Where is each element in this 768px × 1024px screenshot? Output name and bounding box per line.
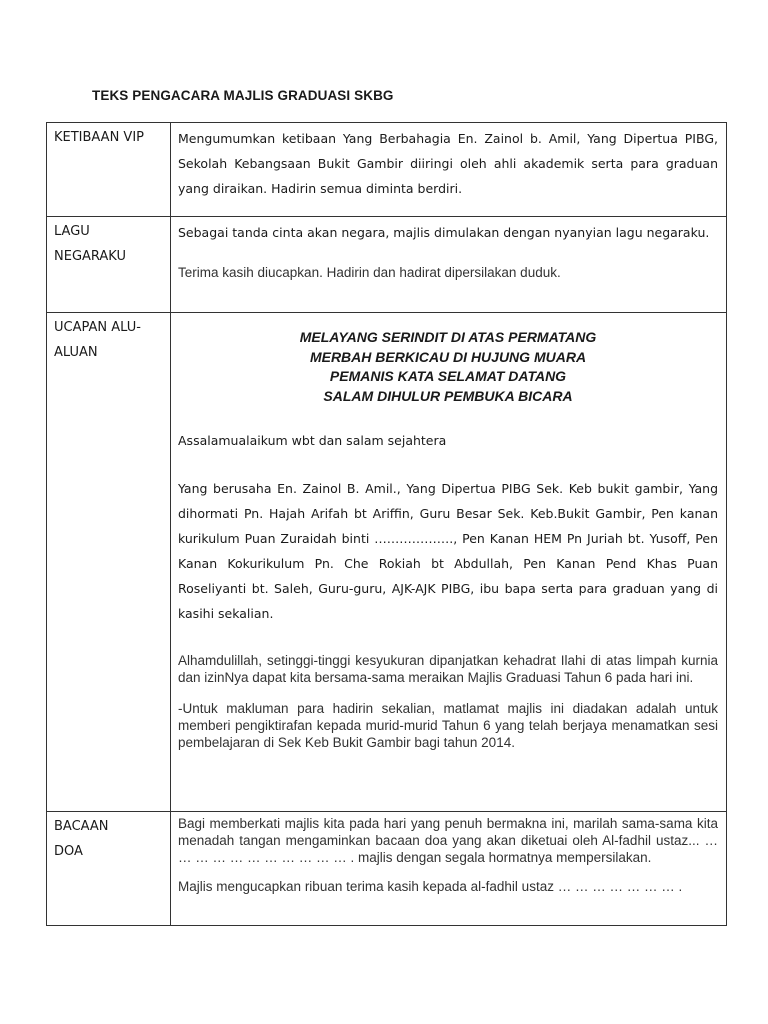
row-label: [47, 313, 171, 812]
row-content: [171, 217, 727, 313]
table-row-ketibaan-vip: [47, 123, 727, 217]
doa-paragraph: Bagi memberkati majlis kita pada hari yang penuh bermakna ini, marilah sama-sama kita menadah tangan mengaminkan bacaan doa yang akan diketuai oleh Al-fadhil ustaz... … … … … … … … … … … … . majlis dengan segala hormatnya mempersilakan.: [178, 816, 718, 865]
label-line: KETIBAAN VIP: [54, 130, 145, 145]
row-label: [47, 812, 171, 926]
table-row-ucapan-alu-aluan: [47, 313, 727, 812]
row-content: [171, 123, 727, 217]
lagu-text: Sebagai tanda cinta akan negara, majlis dimulakan dengan nyanyian lagu negaraku.: [178, 225, 710, 240]
label-line: BACAAN: [54, 819, 109, 834]
label-line: ALUAN: [54, 345, 98, 360]
ketibaan-text: Mengumumkan ketibaan Yang Berbahagia En. Zainol b. Amil, Yang Dipertua PIBG, Sekolah Kebangsaan Bukit Gambir diiringi oleh ahli akademik serta para graduan yang diraikan. Hadirin semua diminta berdiri.: [178, 131, 718, 196]
row-label: [47, 123, 171, 217]
label-line: LAGU: [54, 224, 90, 239]
address-text: Yang berusaha En. Zainol B. Amil., Yang Dipertua PIBG Sek. Keb bukit gambir, Yang dihormati Pn. Hajah Arifah bt Ariffin, Guru Besar Sek. Keb.Bukit Gambir, Pen kanan kurikulum Puan Zuraidah binti ………………., Pen Kanan HEM Pn Juriah bt. Yusoff, Pen Kanan Kokurikulum Pn. Che Rokiah bt Abdullah, Pen Kanan Pend Khas Puan Roseliyanti bt. Saleh, Guru-guru, AJK-AJK PIBG, ibu bapa serta para graduan yang di kasihi sekalian.: [178, 481, 718, 621]
label-line: UCAPAN ALU-: [54, 320, 141, 335]
purpose-paragraph: -Untuk makluman para hadirin sekalian, matlamat majlis ini diadakan adalah untuk memberi pengiktirafan kepada murid-murid Tahun 6 yang telah berjaya menamatkan sesi pembelajaran di Sek Keb Bukit Gambir bagi tahun 2014.: [178, 701, 718, 750]
pantun-line: PEMANIS KATA SELAMAT DATANG: [329, 368, 567, 384]
document-title: TEKS PENGACARA MAJLIS GRADUASI SKBG: [92, 88, 394, 103]
table-row-bacaan-doa: [47, 812, 727, 926]
lagu-note: Terima kasih diucapkan. Hadirin dan hadirat dipersilakan duduk.: [178, 265, 561, 280]
program-table: [46, 122, 727, 926]
pantun-verse: [178, 328, 718, 406]
label-line: DOA: [54, 844, 83, 859]
greeting-text: Assalamualaikum wbt dan salam sejahtera: [178, 433, 447, 448]
thanks-paragraph: Majlis mengucapkan ribuan terima kasih kepada al-fadhil ustaz … … … … … … … .: [178, 879, 683, 894]
pantun-line: MELAYANG SERINDIT DI ATAS PERMATANG: [299, 329, 597, 345]
pantun-line: MERBAH BERKICAU DI HUJUNG MUARA: [309, 348, 587, 365]
row-content: [171, 812, 727, 926]
table-row-lagu-negaraku: [47, 217, 727, 313]
row-label: [47, 217, 171, 313]
label-line: NEGARAKU: [54, 249, 126, 264]
gratitude-paragraph: Alhamdulillah, setinggi-tinggi kesyukuran dipanjatkan kehadrat Ilahi di atas limpah kurnia dan izinNya dapat kita bersama-sama meraikan Majlis Graduasi Tahun 6 pada hari ini.: [178, 653, 718, 685]
row-content: [171, 313, 727, 812]
pantun-line: SALAM DIHULUR PEMBUKA BICARA: [323, 387, 573, 404]
